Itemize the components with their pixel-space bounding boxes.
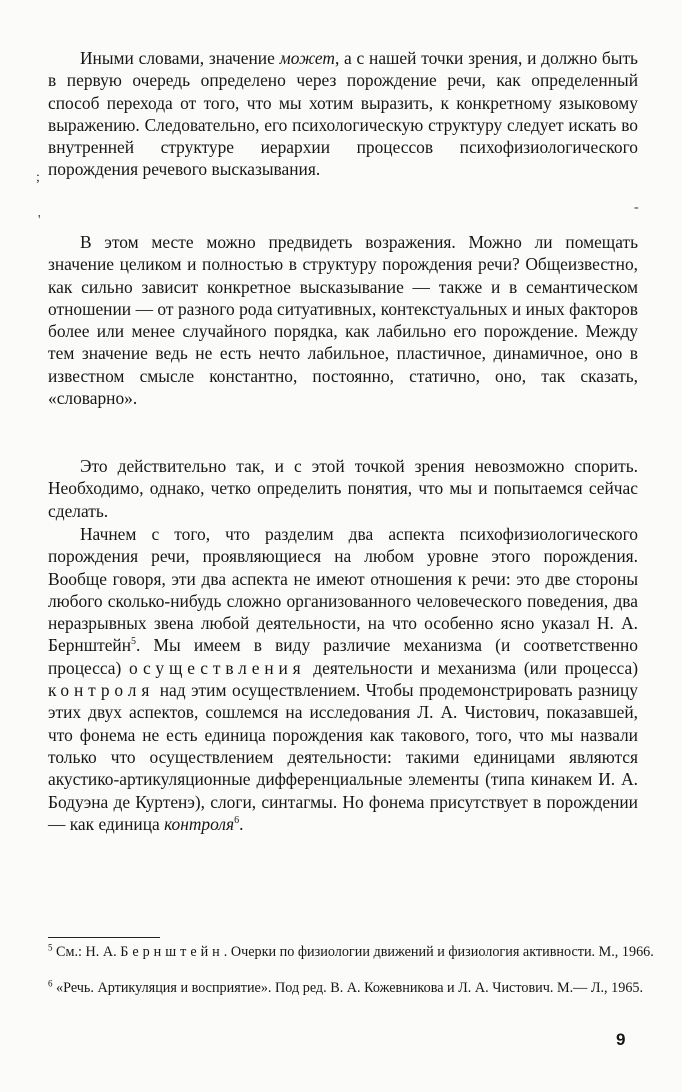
paragraph-2: В этом месте можно предвидеть возражения. Можно ли помещать значение целиком и полностью в структуру порождения речи? Общеизвестно, как сильно зависит конкретное высказывание — также и в семантическом отношении — от разного рода ситуативных, контекстуальных и иных факторов более или менее случайного порядка, как лабильно его порождение. Между тем значение ведь не есть нечто лабильное, пластичное, динамичное, оно в известном смысле константно, постоянно, статично, оно, так сказать, «словарно». [48,232,638,409]
text-run: . Очерки по физиологии движений и физиология активности. М., 1966. [223,944,654,960]
margin-speck: - [634,200,639,215]
margin-speck: ; [36,170,40,185]
text-run: См.: Н. А. [56,944,121,960]
text-run: «Речь. Артикуляция и восприятие». Под ред. В. А. Кожевникова и Л. А. Чистович. М.— Л., 1965. [56,980,644,996]
footnote-number: 6 [48,978,53,989]
emphasis-text: контроля [164,813,235,834]
text-run: над этим осуществлением. Чтобы продемонстрировать разницу этих двух аспектов, сошлемся на исследования Л. А. Чистович, показавшей, что фонема не есть единица порождения как такового, того, что мы назвали только что осуществлением деятельности: такими единицами являются акустико-артикуляционные дифференциальные элементы (типа кинакем И. А. Бодуэна де Куртенэ), слоги, синтагмы. Но фонема присутствует в порождении — как единица [48,680,638,834]
spaced-term: Бернштейн [120,944,224,960]
footnote-5 [48,943,654,961]
emphasis-text: может [279,48,335,68]
margin-speck: ' [38,213,41,228]
footnote-6 [48,979,654,997]
footnote-number: 5 [48,942,53,953]
footnote-ref-5[interactable]: 5 [131,636,137,648]
text-run: . [239,813,244,834]
paragraph-4 [48,523,638,835]
footnote-divider [48,937,160,938]
paragraph-1 [48,47,638,181]
text-run: Начнем с того, что разделим два аспекта психофизиологического порождения речи, проявляющиеся на любом уровне этого порождения. Вообще говоря, эти два аспекта не имеют отношения к речи: это две стороны любого сколько-нибудь сложно организованного человеческого поведения, два неразрывных звена любой деятельности, на что особенно ясно указал Н. А. Бернштейн [48,524,638,656]
paragraph-3: Это действительно так, и с этой точкой зрения невозможно спорить. Необходимо, однако, четко определить понятия, что мы и попытаемся сейчас сделать. [48,456,638,521]
footnote-ref-6[interactable]: 6 [234,815,240,827]
spaced-term: контроля [48,680,155,701]
text-run: деятельности и механизма (или процесса) [305,657,638,678]
text-run: . Мы имеем в виду различие механизма (и соответственно процесса) [48,635,638,678]
spaced-term: осуществления [129,657,306,678]
text-run: Иными словами, значение [80,48,280,68]
page-number: 9 [616,1030,626,1049]
text-run: , а с нашей точки зрения, и должно быть в первую очередь определено через порождение речи, как определенный способ перехода от того, что мы хотим выразить, к конкретному языковому выражению. Следовательно, его психологическую структуру следует искать во внутренней структуре иерархии процессов психофизиологического порождения речевого высказывания. [48,48,638,180]
